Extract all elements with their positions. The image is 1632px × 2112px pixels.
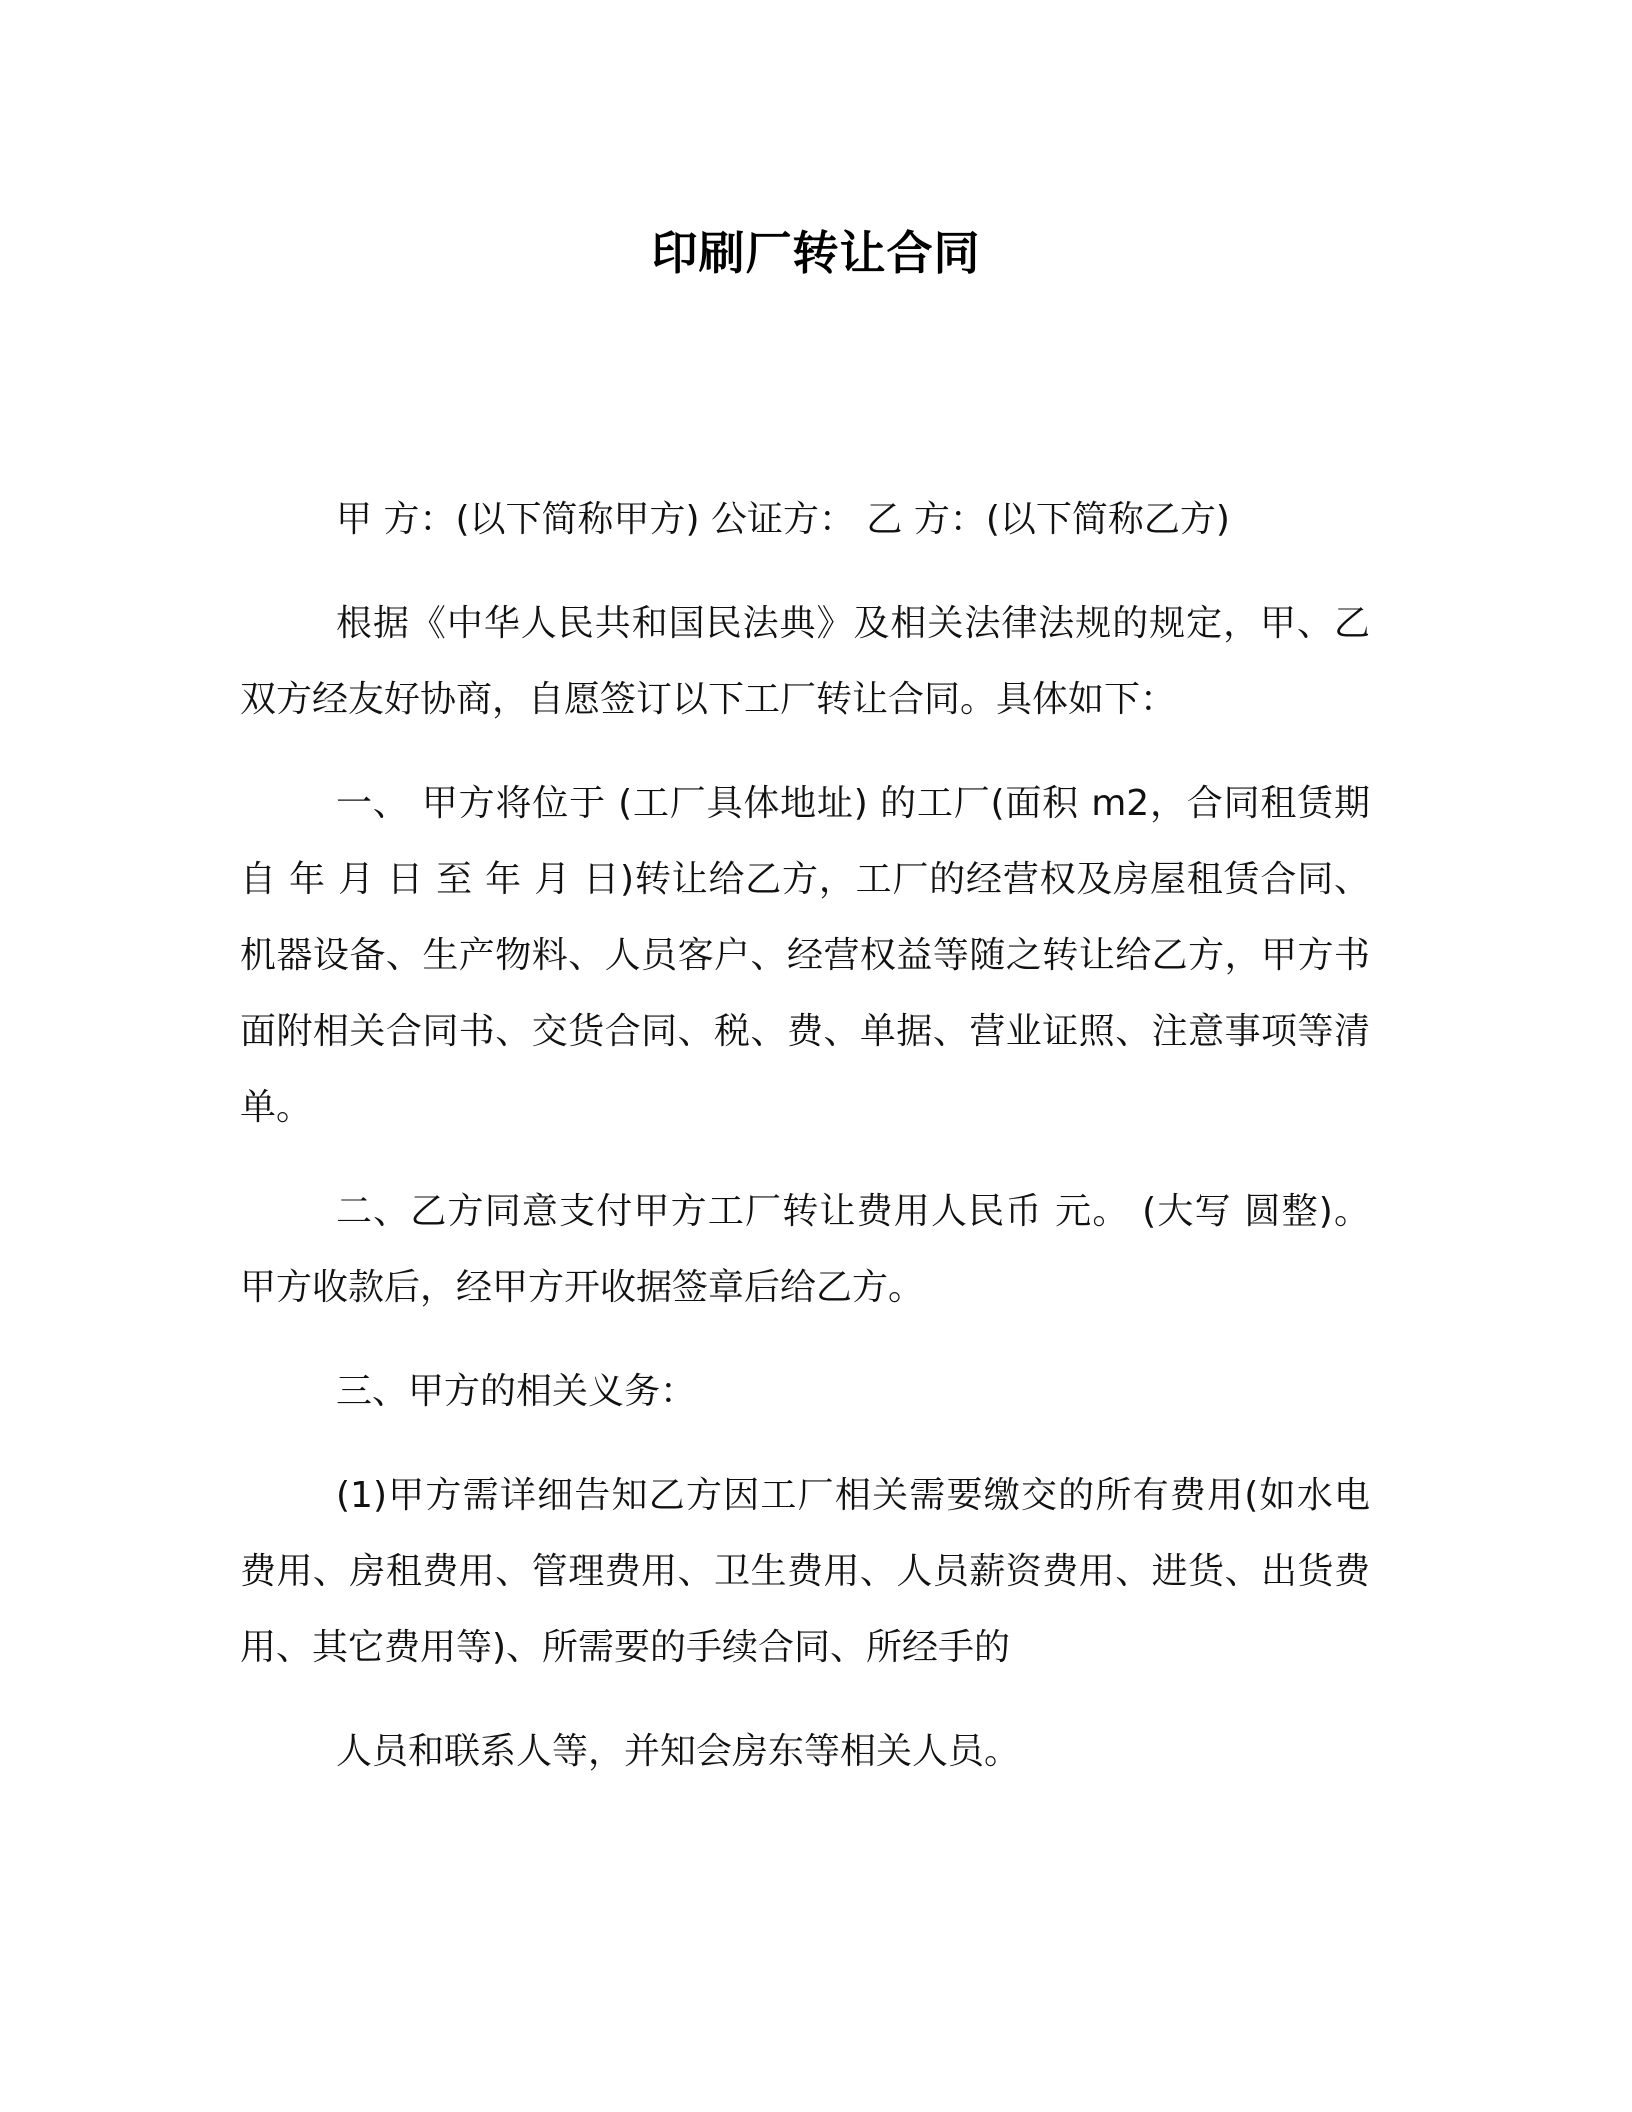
preamble-paragraph: 根据《中华人民共和国民法典》及相关法律法规的规定，甲、乙双方经友好协商，自愿签订以下工厂转让合同。具体如下：	[240, 603, 1370, 720]
clause-1-paragraph: 一、 甲方将位于 (工厂具体地址) 的工厂(面积 m2，合同租赁期自 年 月 日 至 年 月 日)转让给乙方，工厂的经营权及房屋租赁合同、机器设备、生产物料、人员客户、经营权益等随之转让给乙方，甲方书面附相关合同书、交货合同、税、费、单据、营业证照、注意事项等清单。	[240, 783, 1370, 1128]
parties-line: 甲 方：(以下简称甲方) 公证方： 乙 方：(以下简称乙方)	[336, 499, 1230, 540]
clause-3-item-1-continued: 人员和联系人等，并知会房东等相关人员。	[336, 1731, 1021, 1772]
clause-3-heading: 三、甲方的相关义务：	[336, 1371, 697, 1412]
clause-3-item-1: (1)甲方需详细告知乙方因工厂相关需要缴交的所有费用(如水电费用、房租费用、管理费用、卫生费用、人员薪资费用、进货、出货费用、其它费用等)、所需要的手续合同、所经手的	[240, 1475, 1370, 1668]
document-body	[240, 482, 1370, 1790]
clause-2-paragraph: 二、乙方同意支付甲方工厂转让费用人民币 元。 (大写 圆整)。甲方收款后，经甲方开收据签章后给乙方。	[240, 1191, 1370, 1308]
document-title: 印刷厂转让合同	[651, 226, 981, 280]
